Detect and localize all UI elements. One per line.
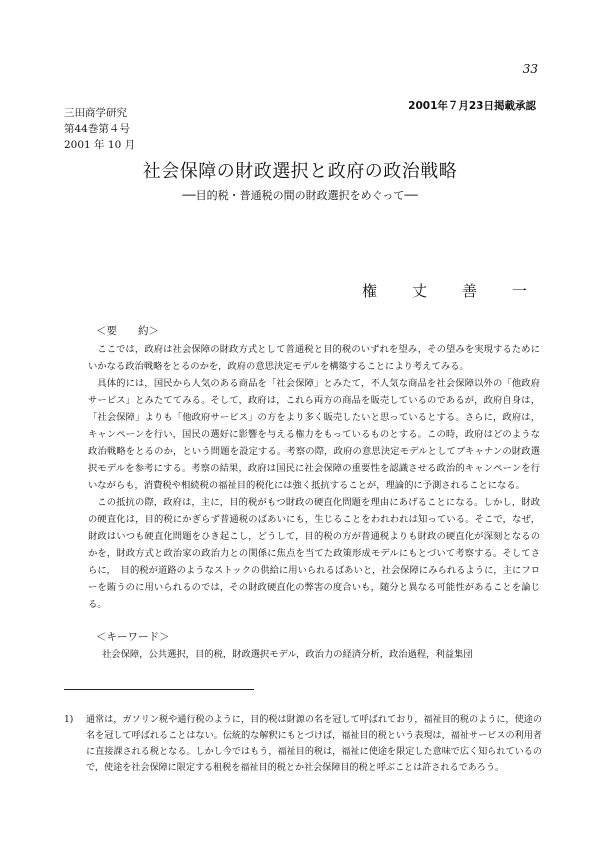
keywords-list: 社会保障，公共選択，目的税，財政選択モデル，政治力の経済分析，政治過程，利益集団 — [102, 649, 473, 660]
journal-name: 三田商学研究 — [64, 107, 127, 119]
journal-date: 2001 年 10 月 — [64, 139, 136, 151]
journal-volume: 第44巻第４号 — [64, 123, 130, 135]
abstract-paragraph: この抵抗の際，政府は，主に，目的税がもつ財政の硬直化問題を理由にあげることになる。しかし，財政の硬直化は，目的税にかぎらず普通税のばあいにも，生じることをわれわれは知っている。そこで，なぜ，財政はいつも硬直化問題をひき起こし，どうして，目的税の方が普通税よりも財政の硬直化が深刻となるのかを，財政方式と政治家の政治力との関係に焦点を当てた政策形成モデルにもとづいて考察する。そしてさらに， 目的税が道路のようなストックの供給に用いられるばあいと，社会保障にみられるように，主にフローを賄うのに用いられるのでは，その財政硬直化の弊害の度合いも，随分と異なる可能性があることを論じる。 — [88, 497, 540, 610]
paper-title: 社会保障の財政選択と政府の政治戦略 — [142, 161, 458, 182]
footnote-divider — [64, 689, 254, 690]
abstract-paragraph: 具体的には，国民から人気のある商品を「社会保障」とみたて，不人気な商品を社会保障以外の「他政府サービス」とみたててみる。そして，政府は，これら両方の商品を販売しているのであるが，政府自身は，「社会保障」よりも「他政府サービス」の方をより多く販売したいと思っているとする。さらに，政府は，キャンペーンを行い，国民の選好に影響を与える権力をもっているものとする。この時，政府はどのような政治戦略をとるのか，という問題を設定する。考察の際，政府の意思決定モデルとしてブキャナンの財政選択モデルを参考にする。考察の結果，政府は国民に社会保障の重要性を認識させる政治的キャンペーンを行いながらも，消費税や相続税の福祉目的税化には強く抵抗することが，理論的に予測されることになる。 — [88, 378, 540, 491]
author-name: 権 丈 善 一 — [361, 282, 537, 300]
abstract-paragraph: ここでは，政府は社会保障の財政方式として普通税と目的税のいずれを望み，その望みを実現するためにいかなる政治戦略をとるのかを，政府の意思決定モデルを構築することにより考えてみる。 — [88, 344, 540, 372]
abstract-body — [88, 341, 540, 613]
page-number: 33 — [522, 62, 538, 76]
keywords-heading: ＜キーワード＞ — [96, 631, 170, 643]
acceptance-date: 2001年７月23日掲載承認 — [408, 100, 536, 112]
journal-info — [64, 105, 135, 153]
footnote — [64, 712, 542, 776]
abstract-heading: ＜要 約＞ — [96, 325, 159, 337]
footnote-number: 1) — [64, 715, 74, 725]
footnote-text: 通常は，ガソリン税や通行税のように，目的税は財源の名を冠して呼ばれており，福祉目的税のように，使途の名を冠して呼ばれることはない。伝統的な解釈にもとづけば，福祉目的税という表現は，福祉サービスの利用者に直接課される税となる。しかし今ではもう，福祉目的税は，福祉に使途を限定した意味で広く知られているので，使途を社会保障に限定する租税を福祉目的税とか社会保障目的税と呼ぶことは許されるであろう。 — [86, 715, 542, 773]
paper-subtitle: ──目的税・普通税の間の財政選択をめぐって── — [182, 189, 418, 202]
